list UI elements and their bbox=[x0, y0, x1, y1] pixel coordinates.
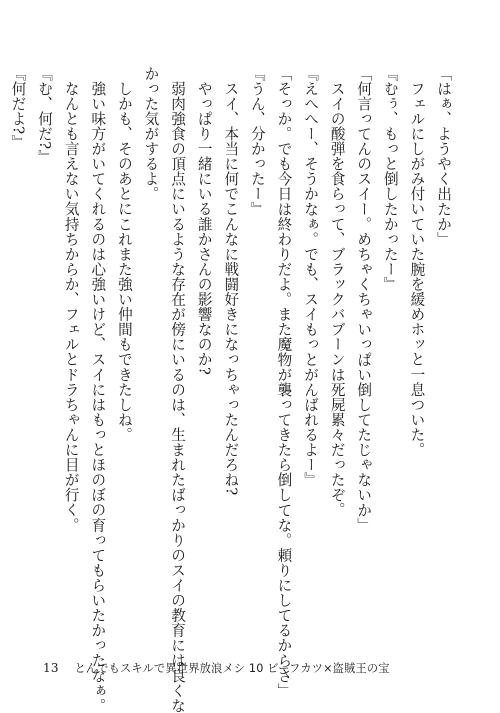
text-line: かった気がするよ。 bbox=[142, 66, 160, 202]
text-line: フェルにしがみ付いていた腕を緩めホッと一息ついた。 bbox=[408, 80, 426, 457]
text-line: 「そっか。でも今日は終わりだよ。また魔物が襲ってきたら倒してな。頼りにしてるからさ」 bbox=[275, 66, 293, 699]
page-footer bbox=[43, 660, 390, 676]
text-line: スイ、本当に何でこんなに戦闘好きになっちゃったんだろね? bbox=[222, 80, 240, 496]
text-line: 『うん、分かったー』 bbox=[248, 66, 266, 217]
text-line: 『む、何だ?』 bbox=[36, 66, 54, 165]
text-line: 「はぁ、ようやく出たか」 bbox=[435, 66, 452, 247]
text-line: やっぱり一緒にいる誰かさんの影響なのか? bbox=[195, 80, 213, 375]
page-number: 13 bbox=[43, 661, 59, 675]
text-line: 「何言ってんのスイー。めちゃくちゃいっぱい倒してたじゃないか」 bbox=[355, 66, 373, 533]
text-line: スイの酸弾を食らって、ブラックバブーンは死屍累々だったぞ。 bbox=[328, 80, 346, 518]
text-line: 弱肉強食の頂点にいるような存在が傍にいるのは、生まれたばっかりのスイの教育には良くな bbox=[169, 80, 187, 713]
text-line: なんとも言えない気持ちからか、フェルとドラちゃんに目が行く。 bbox=[62, 80, 80, 533]
text-line: 『えへへー、そうかなぁ。でも、スイもっとがんばれるよー』 bbox=[302, 66, 320, 488]
text-line: 強い味方がいてくれるのは心強いけど、スイにはもっとほのぼの育ってもらいたかったなぁ。 bbox=[89, 80, 107, 713]
text-line: しかも、そのあとにこれまた強い仲間もできたしね。 bbox=[115, 80, 133, 442]
book-title: とんでもスキルで異世界放浪メシ 10 ビーフカツ×盗賊王の宝 bbox=[74, 662, 390, 675]
text-line: 『むぅ、もっと倒したかったー』 bbox=[381, 66, 399, 292]
text-line: 『何だよ?』 bbox=[9, 66, 27, 150]
